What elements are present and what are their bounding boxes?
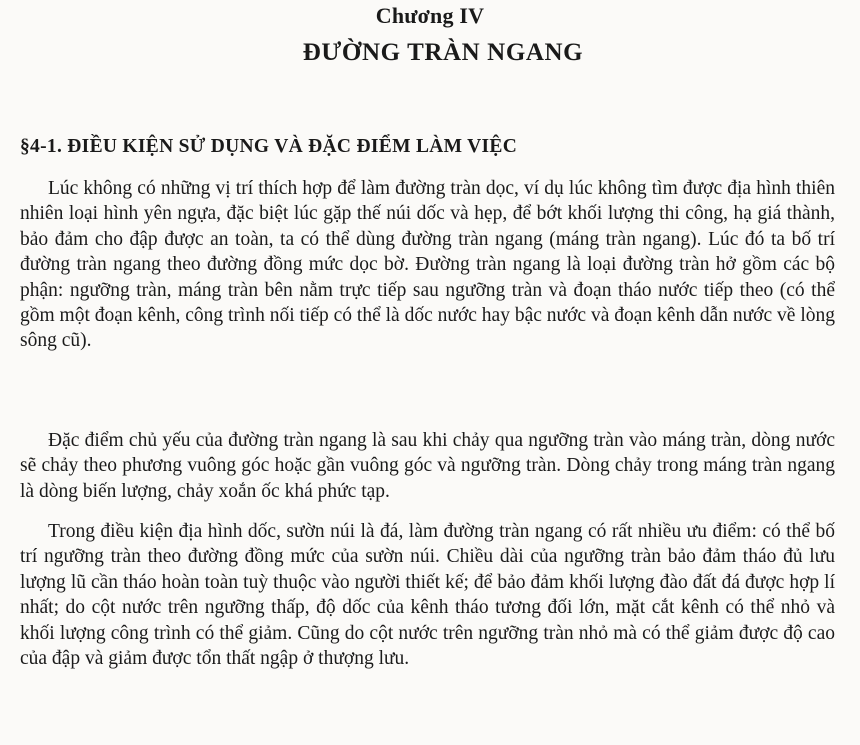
chapter-title: ĐƯỜNG TRÀN NGANG xyxy=(302,39,584,66)
paragraph-2: Đặc điểm chủ yếu của đường tràn ngang là sau khi chảy qua ngưỡng tràn vào máng tràn, dòng nước sẽ chảy theo phương vuông góc hoặc gần vuông góc và ngưỡng tràn. Dòng chảy trong máng tràn ngang là dòng biến lượng, chảy xoắn ốc khá phức tạp. xyxy=(20,430,835,502)
section-heading: §4-1. ĐIỀU KIỆN SỬ DỤNG VÀ ĐẶC ĐIỂM LÀM VIỆC xyxy=(20,136,518,157)
paragraph-3: Trong điều kiện địa hình dốc, sườn núi là đá, làm đường tràn ngang có rất nhiều ưu điểm: có thể bố trí ngưỡng tràn theo đường đồng mức của sườn núi. Chiều dài của ngưỡng tràn bảo đảm tháo đủ lưu lượng lũ cần tháo hoàn toàn tuỳ thuộc vào người thiết kế; để bảo đảm khối lượng đào đất đá được hợp lí nhất; do cột nước trên ngưỡng thấp, độ dốc của kênh tháo tương đối lớn, mặt cắt kênh có thể nhỏ và khối lượng công trình có thể giảm. Cũng do cột nước trên ngưỡng tràn nhỏ mà có thể giảm được độ cao của đập và giảm được tổn thất ngập ở thượng lưu. xyxy=(20,521,835,670)
paragraph-1: Lúc không có những vị trí thích hợp để làm đường tràn dọc, ví dụ lúc không tìm được địa hình thiên nhiên loại hình yên ngựa, đặc biệt lúc gặp thế núi dốc và hẹp, để bớt khối lượng thi công, hạ giá thành, bảo đảm cho đập được an toàn, ta có thể dùng đường tràn ngang (máng tràn ngang). Lúc đó ta bố trí đường tràn ngang theo đường đồng mức dọc bờ. Đường tràn ngang là loại đường tràn hở gồm các bộ phận: ngưỡng tràn, máng tràn bên nằm trực tiếp sau ngưỡng tràn và đoạn tháo nước tiếp theo (có thể gồm một đoạn kênh, công trình nối tiếp có thể là dốc nước hay bậc nước và đoạn kênh dẫn nước về lòng sông cũ). xyxy=(20,178,835,352)
chapter-label: Chương IV xyxy=(375,3,485,28)
